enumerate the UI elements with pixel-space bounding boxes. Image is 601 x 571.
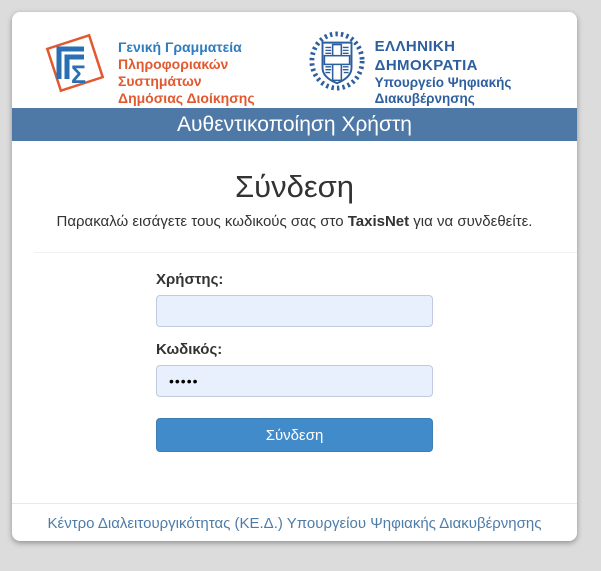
page-title-bar: Αυθεντικοποίηση Χρήστη — [12, 108, 577, 141]
ministry-logo-line2: Υπουργείο Ψηφιακής — [374, 75, 512, 90]
password-input[interactable] — [156, 365, 433, 397]
gsis-logo-text — [118, 30, 308, 107]
username-input[interactable] — [156, 295, 433, 327]
gsis-logo-line2: Πληροφοριακών Συστημάτων — [118, 56, 229, 89]
logos-header — [12, 12, 577, 108]
ministry-logo-line1: ΕΛΛΗΝΙΚΗ ΔΗΜΟΚΡΑΤΙΑ — [374, 38, 478, 74]
gsis-logo-line1: Γενική Γραμματεία — [118, 39, 242, 55]
footer — [12, 503, 577, 541]
interoperability-center-link[interactable]: Κέντρο Διαλειτουργικότητας (ΚΕ.Δ.) Υπουργείου Ψηφιακής Διακυβέρνησης — [47, 515, 542, 532]
gsis-logo-line3: Δημόσιας Διοίκησης — [118, 90, 255, 106]
gsis-diamond-icon — [42, 30, 108, 101]
svg-text:Σ: Σ — [71, 61, 87, 89]
login-heading: Σύνδεση — [234, 169, 355, 204]
login-button[interactable]: Σύνδεση — [156, 418, 433, 452]
gsis-logo — [42, 30, 308, 107]
username-field-group — [156, 271, 433, 327]
ministry-logo-text — [375, 30, 555, 107]
subtitle-suffix: για να συνδεθείτε. — [409, 213, 533, 230]
login-form — [156, 271, 433, 452]
username-label: Χρήστης: — [156, 271, 224, 288]
password-field-group — [156, 341, 433, 397]
login-subtitle — [12, 213, 577, 230]
section-divider — [34, 252, 577, 253]
password-label: Κωδικός: — [156, 341, 223, 358]
greek-emblem-icon — [308, 30, 366, 97]
subtitle-prefix: Παρακαλώ εισάγετε τους κωδικούς σας στο — [56, 213, 348, 230]
ministry-logo — [308, 30, 555, 107]
auth-card — [12, 12, 577, 541]
ministry-logo-line3: Διακυβέρνησης — [374, 91, 475, 106]
taxisnet-label: TaxisNet — [347, 213, 410, 230]
